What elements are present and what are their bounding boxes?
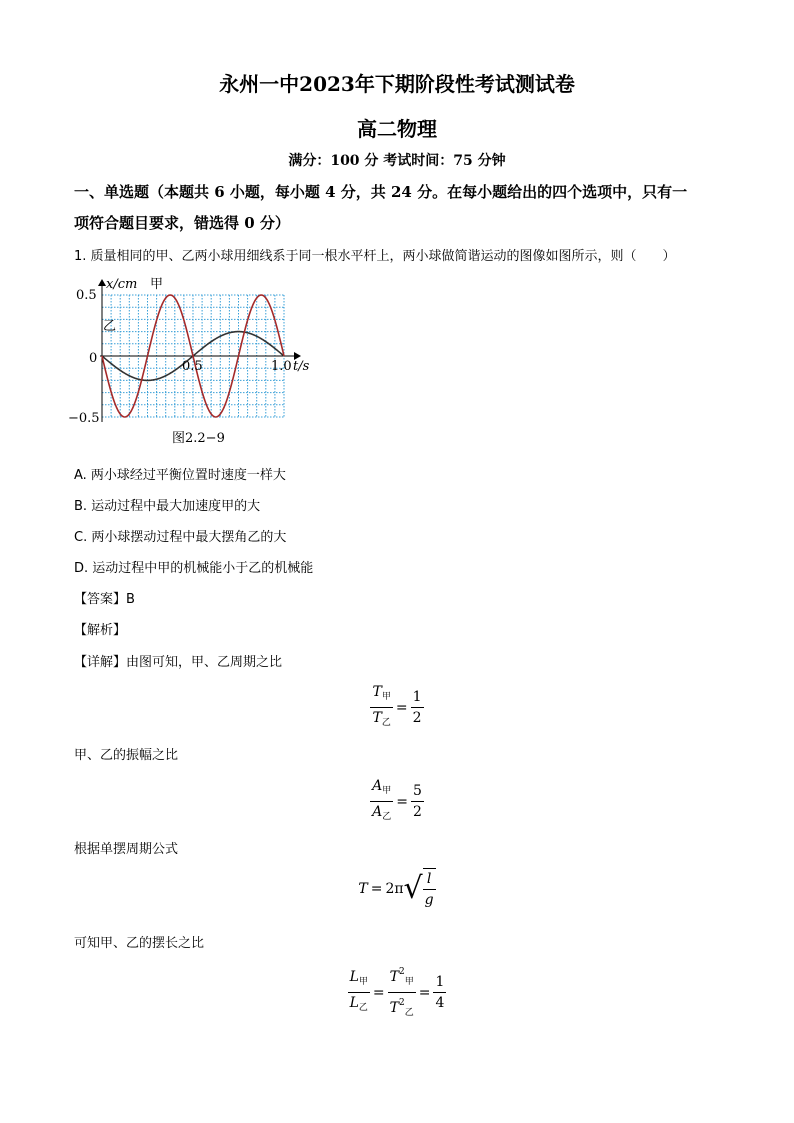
question-stem: 1. 质量相同的甲、乙两小球用细线系于同一根水平杆上，两小球做简谐运动的图像如图所示，则（ ） — [74, 249, 676, 264]
exam-meta: 满分：100 分 考试时间：75 分钟 — [288, 153, 506, 169]
y-axis-label: x/cm — [106, 277, 138, 292]
equation-length-ratio: $\frac{L_甲}{L_乙}$ = $\frac{T^2_甲}{T^2_乙}$ = $\frac{1}{4}$ — [0, 962, 794, 1023]
conclusion-text: 可知甲、乙的摆长之比 — [74, 936, 205, 951]
series-yi-label: 乙 — [103, 319, 117, 334]
equation-amplitude-ratio: $\frac{A_甲}{A_乙}$ = $\frac{5}{2}$ — [372, 778, 422, 822]
analysis-label: 【解析】 — [74, 623, 127, 638]
shm-graph — [62, 274, 322, 452]
page-title: 永州一中2023年下期阶段性考试测试卷 — [219, 72, 575, 96]
equation-period-ratio: $\frac{T_甲}{T_乙}$ = $\frac{1}{2}$ — [372, 684, 422, 728]
section-heading-line2: 项符合题目要求，错选得 0 分） — [74, 214, 290, 232]
detail-text: 【详解】由图可知，甲、乙周期之比 — [74, 655, 283, 670]
equation-pendulum-period: T = 2π√ $\frac{l}{g}$ — [0, 868, 794, 910]
option-d: D. 运动过程中甲的机械能小于乙的机械能 — [74, 561, 314, 576]
option-a: A. 两小球经过平衡位置时速度一样大 — [74, 468, 286, 483]
section-heading-line1: 一、单选题（本题共 6 小题，每小题 4 分，共 24 分。在每小题给出的四个选项中，只有一 — [74, 183, 688, 201]
series-jia-label: 甲 — [150, 277, 164, 292]
x-tick-end: 1.0 — [271, 359, 292, 374]
y-tick-top: 0.5 — [76, 288, 97, 303]
subject-title: 高二物理 — [357, 117, 437, 141]
y-tick-bottom: −0.5 — [68, 411, 100, 426]
formula-text: 根据单摆周期公式 — [74, 842, 179, 857]
x-axis-label: t/s — [293, 359, 310, 374]
option-c: C. 两小球摆动过程中最大摆角乙的大 — [74, 530, 287, 545]
answer-label: 【答案】B — [74, 592, 135, 607]
x-tick-mid: 0.5 — [182, 359, 203, 374]
amplitude-text: 甲、乙的振幅之比 — [74, 748, 179, 763]
option-b: B. 运动过程中最大加速度甲的大 — [74, 499, 261, 514]
figure-caption: 图2.2−9 — [172, 431, 225, 446]
y-tick-zero: 0 — [89, 351, 98, 366]
